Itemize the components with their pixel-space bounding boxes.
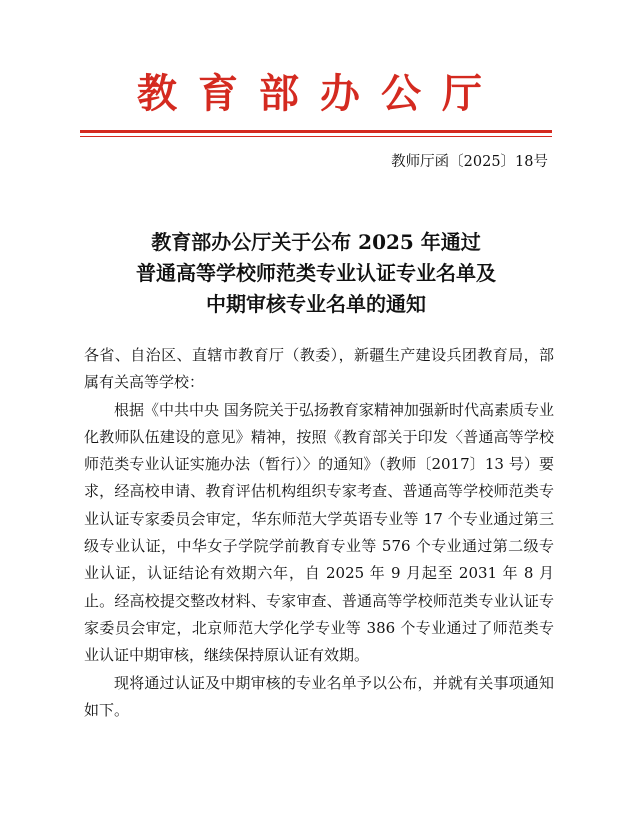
- document-number: 教师厅函〔2025〕18号: [391, 154, 548, 170]
- document-title-line: 普通高等学校师范类专业认证专业名单及: [136, 261, 496, 285]
- document-body: [84, 342, 554, 724]
- document-title-line: 中期审核专业名单的通知: [206, 292, 426, 316]
- salutation: 各省、自治区、直辖市教育厅（教委），新疆生产建设兵团教育局，部属有关高等学校：: [84, 346, 554, 392]
- document-title: [60, 227, 572, 320]
- body-paragraph: 根据《中共中央 国务院关于弘扬教育家精神加强新时代高素质专业化教师队伍建设的意见》精神，按照《教育部关于印发〈普通高等学校师范类专业认证实施办法（暂行）〉的通知》（教师〔2017〕13 号）要求，经高校申请、教育评估机构组织专家考查、普通高等学校师范类专业认证专家委员会审定，华东师范大学英语专业等 17 个专业通过第三级专业认证，中华女子学院学前教育专业等 576 个专业通过第二级专业认证，认证结论有效期六年，自 2025 年 9 月起至 2031 年 8 月止。经高校提交整改材料、专家审查、普通高等学校师范类专业认证专家委员会审定，北京师范大学化学专业等 386 个专业通过了师范类专业认证中期审核，继续保持原认证有效期。: [84, 400, 554, 665]
- document-title-line: 教育部办公厅关于公布 2025 年通过: [151, 230, 481, 254]
- body-paragraph: 现将通过认证及中期审核的专业名单予以公布，并就有关事项通知如下。: [84, 673, 554, 719]
- header-rule-thick: [80, 130, 552, 133]
- header-rule-thin: [80, 136, 552, 137]
- issuing-authority-header: 教育部办公厅: [137, 70, 503, 117]
